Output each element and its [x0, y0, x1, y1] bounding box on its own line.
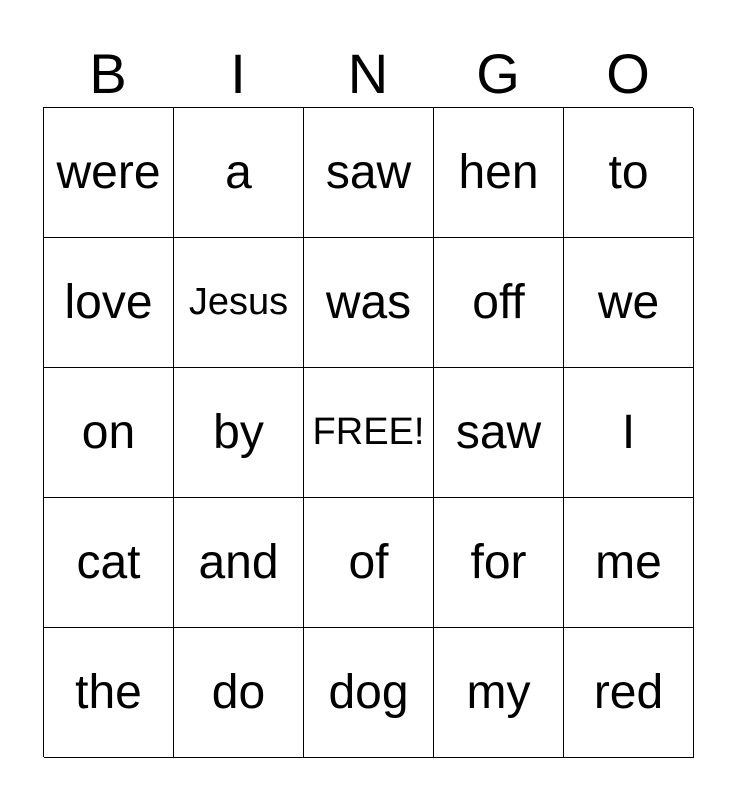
bingo-cell[interactable]: love: [44, 238, 174, 368]
bingo-cell[interactable]: we: [564, 238, 694, 368]
bingo-cell[interactable]: red: [564, 628, 694, 758]
header-letter-i: I: [230, 42, 246, 105]
bingo-cell[interactable]: on: [44, 368, 174, 498]
bingo-cell[interactable]: I: [564, 368, 694, 498]
bingo-cell[interactable]: the: [44, 628, 174, 758]
bingo-cell[interactable]: Jesus: [174, 238, 304, 368]
bingo-cell[interactable]: me: [564, 498, 694, 628]
bingo-cell[interactable]: and: [174, 498, 304, 628]
bingo-cell[interactable]: hen: [434, 108, 564, 238]
bingo-cell[interactable]: was: [304, 238, 434, 368]
header-letter-g: G: [476, 42, 520, 105]
bingo-cell[interactable]: my: [434, 628, 564, 758]
header-letter-b: B: [89, 42, 127, 105]
bingo-header: [43, 40, 693, 108]
bingo-cell[interactable]: a: [174, 108, 304, 238]
bingo-cell[interactable]: cat: [44, 498, 174, 628]
bingo-card: [43, 107, 693, 757]
bingo-cell[interactable]: were: [44, 108, 174, 238]
header-letter-o: O: [606, 42, 650, 105]
bingo-cell[interactable]: off: [434, 238, 564, 368]
bingo-cell[interactable]: saw: [304, 108, 434, 238]
bingo-cell[interactable]: dog: [304, 628, 434, 758]
bingo-cell[interactable]: do: [174, 628, 304, 758]
bingo-cell[interactable]: by: [174, 368, 304, 498]
bingo-cell[interactable]: of: [304, 498, 434, 628]
bingo-cell[interactable]: to: [564, 108, 694, 238]
bingo-cell[interactable]: for: [434, 498, 564, 628]
header-letter-n: N: [347, 42, 389, 105]
bingo-cell[interactable]: saw: [434, 368, 564, 498]
free-space-cell[interactable]: FREE!: [304, 368, 434, 498]
